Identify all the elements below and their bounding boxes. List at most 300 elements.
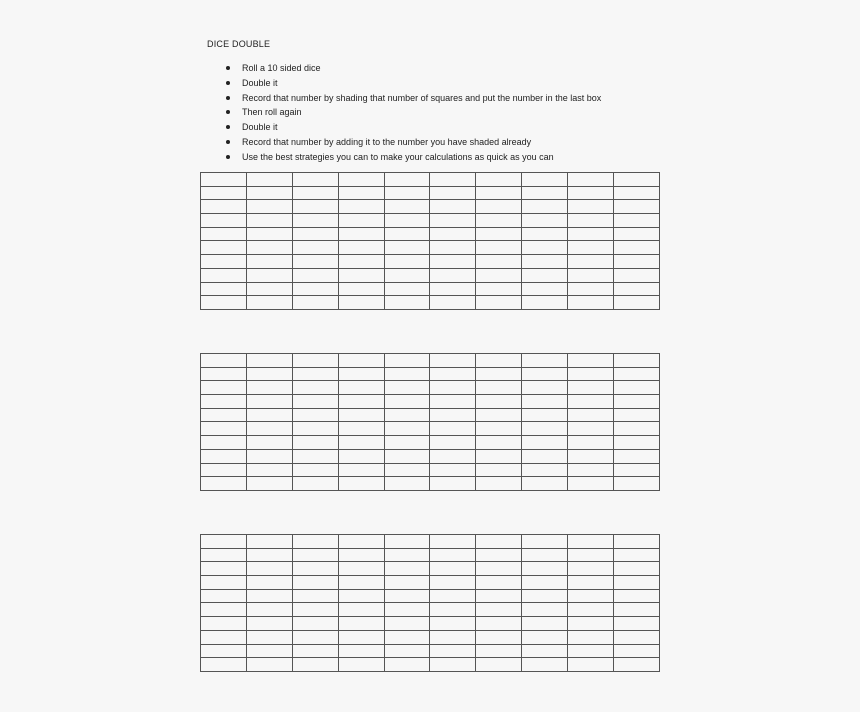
grid-cell[interactable]	[568, 463, 614, 477]
grid-cell[interactable]	[476, 603, 522, 617]
grid-cell[interactable]	[522, 658, 568, 672]
grid-cell[interactable]	[292, 395, 338, 409]
grid-cell[interactable]	[522, 463, 568, 477]
grid-cell[interactable]	[476, 658, 522, 672]
grid-cell[interactable]	[338, 200, 384, 214]
grid-cell[interactable]	[246, 200, 292, 214]
grid-cell[interactable]	[568, 436, 614, 450]
grid-cell[interactable]	[430, 617, 476, 631]
grid-cell[interactable]	[614, 603, 660, 617]
grid-cell[interactable]	[201, 658, 247, 672]
grid-cell[interactable]	[430, 186, 476, 200]
grid-cell[interactable]	[614, 658, 660, 672]
grid-cell[interactable]	[568, 562, 614, 576]
grid-cell[interactable]	[338, 367, 384, 381]
grid-cell[interactable]	[430, 200, 476, 214]
grid-cell[interactable]	[246, 603, 292, 617]
grid-cell[interactable]	[430, 381, 476, 395]
grid-cell[interactable]	[522, 296, 568, 310]
grid-cell[interactable]	[430, 241, 476, 255]
grid-cell[interactable]	[292, 535, 338, 549]
grid-cell[interactable]	[292, 408, 338, 422]
grid-cell[interactable]	[614, 354, 660, 368]
grid-cell[interactable]	[614, 381, 660, 395]
grid-cell[interactable]	[430, 408, 476, 422]
grid-cell[interactable]	[568, 282, 614, 296]
grid-cell[interactable]	[246, 477, 292, 491]
grid-cell[interactable]	[201, 354, 247, 368]
grid-cell[interactable]	[568, 617, 614, 631]
grid-cell[interactable]	[614, 395, 660, 409]
grid-cell[interactable]	[522, 535, 568, 549]
grid-cell[interactable]	[614, 282, 660, 296]
grid-cell[interactable]	[522, 449, 568, 463]
grid-cell[interactable]	[476, 562, 522, 576]
grid-cell[interactable]	[568, 477, 614, 491]
grid-cell[interactable]	[476, 200, 522, 214]
grid-cell[interactable]	[568, 268, 614, 282]
grid-cell[interactable]	[338, 548, 384, 562]
grid-cell[interactable]	[246, 395, 292, 409]
grid-cell[interactable]	[522, 617, 568, 631]
grid-cell[interactable]	[430, 214, 476, 228]
grid-cell[interactable]	[338, 422, 384, 436]
grid-cell[interactable]	[338, 354, 384, 368]
grid-cell[interactable]	[476, 282, 522, 296]
grid-cell[interactable]	[338, 477, 384, 491]
grid-cell[interactable]	[246, 562, 292, 576]
grid-cell[interactable]	[201, 173, 247, 187]
grid-cell[interactable]	[246, 617, 292, 631]
grid-cell[interactable]	[201, 241, 247, 255]
grid-cell[interactable]	[614, 367, 660, 381]
grid-cell[interactable]	[614, 296, 660, 310]
grid-cell[interactable]	[614, 617, 660, 631]
grid-cell[interactable]	[476, 381, 522, 395]
grid-cell[interactable]	[614, 644, 660, 658]
grid-cell[interactable]	[430, 589, 476, 603]
grid-cell[interactable]	[476, 630, 522, 644]
grid-cell[interactable]	[568, 354, 614, 368]
grid-cell[interactable]	[338, 408, 384, 422]
grid-cell[interactable]	[476, 268, 522, 282]
grid-cell[interactable]	[476, 214, 522, 228]
grid-cell[interactable]	[338, 562, 384, 576]
grid-cell[interactable]	[476, 548, 522, 562]
grid-cell[interactable]	[384, 535, 430, 549]
grid-cell[interactable]	[201, 449, 247, 463]
grid-cell[interactable]	[568, 200, 614, 214]
grid-cell[interactable]	[476, 535, 522, 549]
grid-cell[interactable]	[568, 658, 614, 672]
grid-cell[interactable]	[522, 214, 568, 228]
grid-cell[interactable]	[384, 367, 430, 381]
grid-cell[interactable]	[384, 422, 430, 436]
grid-cell[interactable]	[614, 548, 660, 562]
grid-cell[interactable]	[246, 367, 292, 381]
grid-cell[interactable]	[384, 381, 430, 395]
grid-cell[interactable]	[522, 422, 568, 436]
grid-cell[interactable]	[246, 186, 292, 200]
grid-cell[interactable]	[246, 354, 292, 368]
grid-cell[interactable]	[430, 173, 476, 187]
grid-cell[interactable]	[430, 296, 476, 310]
grid-cell[interactable]	[338, 463, 384, 477]
grid-cell[interactable]	[201, 576, 247, 590]
grid-cell[interactable]	[292, 463, 338, 477]
grid-cell[interactable]	[384, 630, 430, 644]
grid-cell[interactable]	[614, 576, 660, 590]
grid-cell[interactable]	[614, 214, 660, 228]
grid-cell[interactable]	[201, 617, 247, 631]
grid-cell[interactable]	[384, 227, 430, 241]
grid-cell[interactable]	[430, 463, 476, 477]
grid-cell[interactable]	[430, 227, 476, 241]
grid-cell[interactable]	[338, 630, 384, 644]
grid-cell[interactable]	[522, 282, 568, 296]
grid-cell[interactable]	[338, 227, 384, 241]
grid-cell[interactable]	[201, 395, 247, 409]
grid-cell[interactable]	[292, 576, 338, 590]
grid-cell[interactable]	[430, 477, 476, 491]
grid-cell[interactable]	[246, 255, 292, 269]
grid-cell[interactable]	[476, 296, 522, 310]
grid-cell[interactable]	[614, 436, 660, 450]
grid-cell[interactable]	[384, 200, 430, 214]
grid-cell[interactable]	[568, 548, 614, 562]
grid-cell[interactable]	[614, 422, 660, 436]
grid-cell[interactable]	[568, 381, 614, 395]
grid-cell[interactable]	[201, 436, 247, 450]
grid-cell[interactable]	[338, 395, 384, 409]
grid-cell[interactable]	[292, 296, 338, 310]
grid-cell[interactable]	[384, 268, 430, 282]
grid-cell[interactable]	[522, 268, 568, 282]
grid-cell[interactable]	[201, 630, 247, 644]
grid-cell[interactable]	[476, 354, 522, 368]
grid-cell[interactable]	[568, 296, 614, 310]
grid-cell[interactable]	[568, 576, 614, 590]
grid-cell[interactable]	[201, 296, 247, 310]
grid-cell[interactable]	[430, 282, 476, 296]
grid-cell[interactable]	[522, 436, 568, 450]
grid-cell[interactable]	[292, 367, 338, 381]
grid-cell[interactable]	[338, 282, 384, 296]
grid-cell[interactable]	[338, 255, 384, 269]
grid-cell[interactable]	[292, 186, 338, 200]
grid-cell[interactable]	[246, 658, 292, 672]
grid-cell[interactable]	[568, 630, 614, 644]
grid-cell[interactable]	[476, 186, 522, 200]
grid-cell[interactable]	[522, 562, 568, 576]
grid-cell[interactable]	[614, 562, 660, 576]
grid-cell[interactable]	[614, 200, 660, 214]
grid-cell[interactable]	[614, 630, 660, 644]
grid-cell[interactable]	[568, 422, 614, 436]
grid-cell[interactable]	[201, 268, 247, 282]
grid-cell[interactable]	[246, 449, 292, 463]
grid-cell[interactable]	[522, 354, 568, 368]
grid-cell[interactable]	[338, 241, 384, 255]
grid-cell[interactable]	[430, 644, 476, 658]
grid-cell[interactable]	[476, 477, 522, 491]
grid-cell[interactable]	[201, 282, 247, 296]
grid-cell[interactable]	[522, 227, 568, 241]
grid-cell[interactable]	[476, 241, 522, 255]
grid-cell[interactable]	[522, 548, 568, 562]
grid-cell[interactable]	[292, 173, 338, 187]
grid-cell[interactable]	[430, 354, 476, 368]
grid-cell[interactable]	[476, 589, 522, 603]
grid-cell[interactable]	[246, 589, 292, 603]
grid-cell[interactable]	[614, 241, 660, 255]
grid-cell[interactable]	[292, 200, 338, 214]
grid-cell[interactable]	[614, 408, 660, 422]
grid-cell[interactable]	[568, 449, 614, 463]
grid-cell[interactable]	[430, 449, 476, 463]
grid-cell[interactable]	[292, 562, 338, 576]
grid-cell[interactable]	[384, 296, 430, 310]
grid-cell[interactable]	[568, 214, 614, 228]
grid-cell[interactable]	[338, 186, 384, 200]
grid-cell[interactable]	[201, 644, 247, 658]
grid-cell[interactable]	[430, 548, 476, 562]
grid-cell[interactable]	[430, 436, 476, 450]
grid-cell[interactable]	[522, 173, 568, 187]
grid-cell[interactable]	[384, 477, 430, 491]
grid-cell[interactable]	[522, 255, 568, 269]
grid-cell[interactable]	[384, 463, 430, 477]
grid-cell[interactable]	[384, 449, 430, 463]
grid-cell[interactable]	[430, 576, 476, 590]
grid-cell[interactable]	[384, 562, 430, 576]
grid-cell[interactable]	[430, 535, 476, 549]
grid-cell[interactable]	[384, 617, 430, 631]
grid-cell[interactable]	[568, 367, 614, 381]
grid-cell[interactable]	[292, 381, 338, 395]
grid-cell[interactable]	[568, 535, 614, 549]
grid-cell[interactable]	[430, 395, 476, 409]
grid-cell[interactable]	[292, 436, 338, 450]
grid-cell[interactable]	[246, 282, 292, 296]
grid-cell[interactable]	[384, 603, 430, 617]
grid-cell[interactable]	[568, 408, 614, 422]
grid-cell[interactable]	[338, 173, 384, 187]
grid-cell[interactable]	[568, 241, 614, 255]
grid-cell[interactable]	[338, 296, 384, 310]
grid-cell[interactable]	[522, 603, 568, 617]
grid-cell[interactable]	[522, 395, 568, 409]
grid-cell[interactable]	[614, 173, 660, 187]
grid-cell[interactable]	[246, 576, 292, 590]
grid-cell[interactable]	[246, 535, 292, 549]
grid-cell[interactable]	[201, 186, 247, 200]
grid-cell[interactable]	[476, 449, 522, 463]
grid-cell[interactable]	[338, 535, 384, 549]
grid-cell[interactable]	[430, 658, 476, 672]
grid-cell[interactable]	[522, 408, 568, 422]
grid-cell[interactable]	[338, 617, 384, 631]
grid-cell[interactable]	[292, 589, 338, 603]
grid-cell[interactable]	[384, 658, 430, 672]
grid-cell[interactable]	[338, 436, 384, 450]
grid-cell[interactable]	[201, 255, 247, 269]
grid-cell[interactable]	[246, 241, 292, 255]
grid-cell[interactable]	[568, 603, 614, 617]
grid-cell[interactable]	[201, 381, 247, 395]
grid-cell[interactable]	[292, 548, 338, 562]
grid-cell[interactable]	[292, 603, 338, 617]
grid-cell[interactable]	[384, 589, 430, 603]
grid-cell[interactable]	[384, 214, 430, 228]
grid-cell[interactable]	[292, 227, 338, 241]
grid-cell[interactable]	[476, 422, 522, 436]
grid-cell[interactable]	[384, 354, 430, 368]
grid-cell[interactable]	[292, 658, 338, 672]
grid-cell[interactable]	[246, 436, 292, 450]
grid-cell[interactable]	[292, 268, 338, 282]
grid-cell[interactable]	[384, 255, 430, 269]
grid-cell[interactable]	[201, 463, 247, 477]
grid-cell[interactable]	[246, 408, 292, 422]
grid-cell[interactable]	[614, 463, 660, 477]
grid-cell[interactable]	[201, 477, 247, 491]
grid-cell[interactable]	[338, 589, 384, 603]
grid-cell[interactable]	[476, 408, 522, 422]
grid-cell[interactable]	[568, 186, 614, 200]
grid-cell[interactable]	[476, 173, 522, 187]
grid-cell[interactable]	[522, 186, 568, 200]
grid-cell[interactable]	[476, 644, 522, 658]
grid-cell[interactable]	[201, 200, 247, 214]
grid-cell[interactable]	[384, 436, 430, 450]
grid-cell[interactable]	[384, 644, 430, 658]
grid-cell[interactable]	[476, 395, 522, 409]
grid-cell[interactable]	[201, 562, 247, 576]
grid-cell[interactable]	[568, 173, 614, 187]
grid-cell[interactable]	[522, 576, 568, 590]
grid-cell[interactable]	[430, 603, 476, 617]
grid-cell[interactable]	[568, 589, 614, 603]
grid-cell[interactable]	[338, 449, 384, 463]
grid-cell[interactable]	[246, 630, 292, 644]
grid-cell[interactable]	[476, 463, 522, 477]
grid-cell[interactable]	[614, 255, 660, 269]
grid-cell[interactable]	[430, 255, 476, 269]
grid-cell[interactable]	[614, 227, 660, 241]
grid-cell[interactable]	[568, 227, 614, 241]
grid-cell[interactable]	[292, 617, 338, 631]
grid-cell[interactable]	[384, 282, 430, 296]
grid-cell[interactable]	[384, 408, 430, 422]
grid-cell[interactable]	[338, 603, 384, 617]
grid-cell[interactable]	[476, 367, 522, 381]
grid-cell[interactable]	[246, 463, 292, 477]
grid-cell[interactable]	[338, 214, 384, 228]
grid-cell[interactable]	[292, 477, 338, 491]
grid-cell[interactable]	[430, 630, 476, 644]
grid-cell[interactable]	[430, 562, 476, 576]
grid-cell[interactable]	[522, 367, 568, 381]
grid-cell[interactable]	[338, 381, 384, 395]
grid-cell[interactable]	[338, 576, 384, 590]
grid-cell[interactable]	[246, 268, 292, 282]
grid-cell[interactable]	[522, 644, 568, 658]
grid-cell[interactable]	[201, 535, 247, 549]
grid-cell[interactable]	[338, 658, 384, 672]
grid-cell[interactable]	[292, 449, 338, 463]
grid-cell[interactable]	[522, 381, 568, 395]
grid-cell[interactable]	[246, 422, 292, 436]
grid-cell[interactable]	[568, 395, 614, 409]
grid-cell[interactable]	[292, 214, 338, 228]
grid-cell[interactable]	[292, 630, 338, 644]
grid-cell[interactable]	[384, 395, 430, 409]
grid-cell[interactable]	[338, 644, 384, 658]
grid-cell[interactable]	[292, 255, 338, 269]
grid-cell[interactable]	[246, 381, 292, 395]
grid-cell[interactable]	[522, 200, 568, 214]
grid-cell[interactable]	[476, 576, 522, 590]
grid-cell[interactable]	[522, 477, 568, 491]
grid-cell[interactable]	[292, 354, 338, 368]
grid-cell[interactable]	[614, 477, 660, 491]
grid-cell[interactable]	[522, 241, 568, 255]
grid-cell[interactable]	[430, 268, 476, 282]
grid-cell[interactable]	[246, 548, 292, 562]
grid-cell[interactable]	[246, 173, 292, 187]
grid-cell[interactable]	[292, 422, 338, 436]
grid-cell[interactable]	[246, 296, 292, 310]
grid-cell[interactable]	[246, 214, 292, 228]
grid-cell[interactable]	[614, 589, 660, 603]
grid-cell[interactable]	[476, 436, 522, 450]
grid-cell[interactable]	[201, 367, 247, 381]
grid-cell[interactable]	[201, 589, 247, 603]
grid-cell[interactable]	[568, 255, 614, 269]
grid-cell[interactable]	[476, 617, 522, 631]
grid-cell[interactable]	[522, 630, 568, 644]
grid-cell[interactable]	[384, 241, 430, 255]
grid-cell[interactable]	[201, 548, 247, 562]
grid-cell[interactable]	[614, 268, 660, 282]
grid-cell[interactable]	[430, 422, 476, 436]
grid-cell[interactable]	[201, 214, 247, 228]
grid-cell[interactable]	[292, 644, 338, 658]
grid-cell[interactable]	[430, 367, 476, 381]
grid-cell[interactable]	[384, 576, 430, 590]
grid-cell[interactable]	[384, 548, 430, 562]
grid-cell[interactable]	[246, 644, 292, 658]
grid-cell[interactable]	[522, 589, 568, 603]
grid-cell[interactable]	[476, 227, 522, 241]
grid-cell[interactable]	[568, 644, 614, 658]
grid-cell[interactable]	[292, 282, 338, 296]
grid-cell[interactable]	[384, 186, 430, 200]
grid-cell[interactable]	[201, 603, 247, 617]
grid-cell[interactable]	[292, 241, 338, 255]
grid-cell[interactable]	[201, 422, 247, 436]
grid-cell[interactable]	[201, 227, 247, 241]
grid-cell[interactable]	[384, 173, 430, 187]
grid-cell[interactable]	[338, 268, 384, 282]
grid-cell[interactable]	[476, 255, 522, 269]
grid-cell[interactable]	[614, 535, 660, 549]
grid-cell[interactable]	[201, 408, 247, 422]
grid-cell[interactable]	[246, 227, 292, 241]
grid-cell[interactable]	[614, 186, 660, 200]
grid-cell[interactable]	[614, 449, 660, 463]
